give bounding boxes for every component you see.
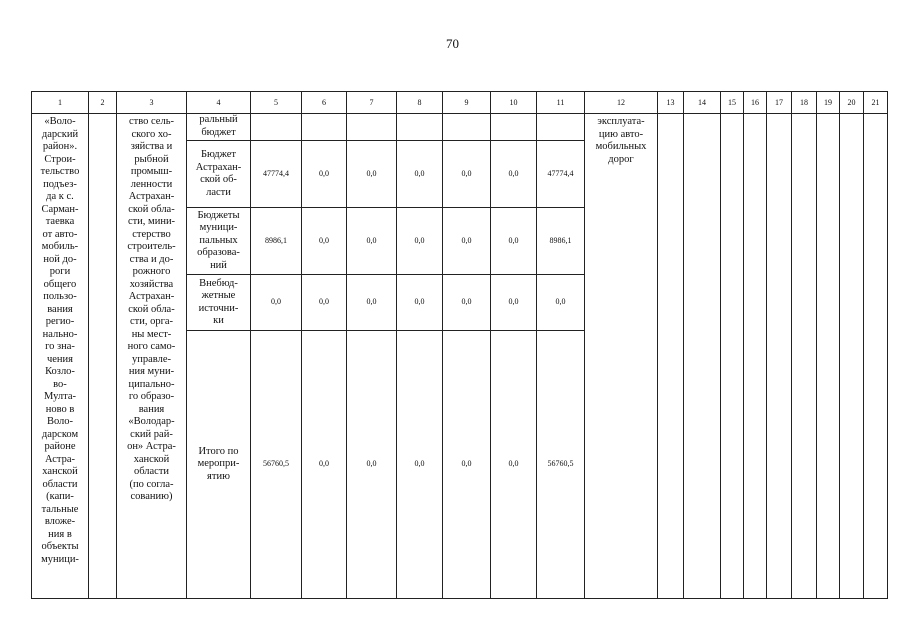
table-row xyxy=(32,114,888,141)
source-cell xyxy=(187,141,251,208)
executor-name: ство сель- ского хо- зяйства и рыбной промыш- ленности Астрахан- ской обла- сти, мини- стерство строитель- ства и до- рожного хозяйства Астрахан- ской обла- сти, орга- ны мест- ного само- управле- ния муни- ципально- го образо- вания «Володар- ский рай- он» Астра- ханской области (по согла- сованию) xyxy=(127,116,176,502)
value-cell: 0,0 xyxy=(302,141,347,208)
value-cell: 0,0 xyxy=(397,141,443,208)
column-header: 11 xyxy=(537,92,585,114)
value-cell: 0,0 xyxy=(302,331,347,599)
column-header: 6 xyxy=(302,92,347,114)
source-cell xyxy=(187,208,251,275)
value-cell: 0,0 xyxy=(302,208,347,275)
column-header: 10 xyxy=(491,92,537,114)
value-cell: 0,0 xyxy=(347,141,397,208)
empty-cell xyxy=(684,114,721,599)
page-number: 70 xyxy=(446,36,459,51)
column-header: 8 xyxy=(397,92,443,114)
column-header: 12 xyxy=(585,92,658,114)
empty-cell xyxy=(744,114,767,599)
column-header: 17 xyxy=(767,92,792,114)
value-cell: 0,0 xyxy=(443,331,491,599)
source-label: Внебюд- жетные источни- ки xyxy=(198,277,239,326)
column-header: 2 xyxy=(89,92,117,114)
project-name: «Воло- дарский район». Строи- тельство подъез- да к с. Сарман- таевка от авто- мобиль- ной до- роги общего пользо- вания регио- нально- го зна- чения Козло- во- Мулта- ново в Воло- дарском районе Астра- ханской области (капи- тальные вложе- ния в объекты муници- xyxy=(40,116,80,565)
column-header: 14 xyxy=(684,92,721,114)
header-row xyxy=(32,92,888,114)
column-header: 21 xyxy=(864,92,888,114)
value-cell: 0,0 xyxy=(491,208,537,275)
value-cell xyxy=(491,114,537,141)
source-label: ральный бюджет xyxy=(199,114,238,138)
source-label: Бюджет Астрахан- ской об- ласти xyxy=(195,149,242,198)
value-cell: 8986,1 xyxy=(251,208,302,275)
value-cell: 0,0 xyxy=(491,331,537,599)
column-header: 9 xyxy=(443,92,491,114)
value-cell: 0,0 xyxy=(491,141,537,208)
empty-cell xyxy=(721,114,744,599)
value-cell xyxy=(443,114,491,141)
empty-cell xyxy=(767,114,792,599)
empty-cell xyxy=(817,114,840,599)
column-header: 15 xyxy=(721,92,744,114)
source-cell xyxy=(187,275,251,331)
value-cell: 0,0 xyxy=(347,275,397,331)
value-cell: 56760,5 xyxy=(537,331,585,599)
value-cell: 0,0 xyxy=(397,275,443,331)
value-cell xyxy=(347,114,397,141)
column-header: 1 xyxy=(32,92,89,114)
value-cell: 47774,4 xyxy=(537,141,585,208)
empty-cell xyxy=(864,114,888,599)
empty-cell xyxy=(840,114,864,599)
empty-cell xyxy=(792,114,817,599)
value-cell: 0,0 xyxy=(251,275,302,331)
value-cell: 0,0 xyxy=(491,275,537,331)
column-header: 18 xyxy=(792,92,817,114)
value-cell: 0,0 xyxy=(443,141,491,208)
value-cell xyxy=(251,114,302,141)
value-cell: 0,0 xyxy=(347,331,397,599)
source-label: Бюджеты муници- пальных образова- ний xyxy=(197,209,240,271)
value-cell: 0,0 xyxy=(302,275,347,331)
project-name-cell xyxy=(32,114,89,599)
column-header: 20 xyxy=(840,92,864,114)
value-cell: 8986,1 xyxy=(537,208,585,275)
source-cell xyxy=(187,114,251,141)
result-text: эксплуата- цию авто- мобильных дорог xyxy=(595,116,647,165)
value-cell xyxy=(397,114,443,141)
value-cell: 47774,4 xyxy=(251,141,302,208)
value-cell: 0,0 xyxy=(397,331,443,599)
value-cell: 56760,5 xyxy=(251,331,302,599)
value-cell: 0,0 xyxy=(537,275,585,331)
executor-cell xyxy=(117,114,187,599)
budget-table xyxy=(31,91,888,599)
column-header: 7 xyxy=(347,92,397,114)
value-cell: 0,0 xyxy=(443,275,491,331)
column-header: 5 xyxy=(251,92,302,114)
empty-cell xyxy=(89,114,117,599)
column-header: 3 xyxy=(117,92,187,114)
column-header: 19 xyxy=(817,92,840,114)
column-header: 13 xyxy=(658,92,684,114)
result-cell xyxy=(585,114,658,599)
value-cell: 0,0 xyxy=(443,208,491,275)
column-header: 16 xyxy=(744,92,767,114)
value-cell: 0,0 xyxy=(347,208,397,275)
value-cell xyxy=(302,114,347,141)
empty-cell xyxy=(658,114,684,599)
value-cell: 0,0 xyxy=(397,208,443,275)
column-header: 4 xyxy=(187,92,251,114)
source-cell xyxy=(187,331,251,599)
source-label: Итого по меропри- ятию xyxy=(197,445,240,482)
value-cell xyxy=(537,114,585,141)
